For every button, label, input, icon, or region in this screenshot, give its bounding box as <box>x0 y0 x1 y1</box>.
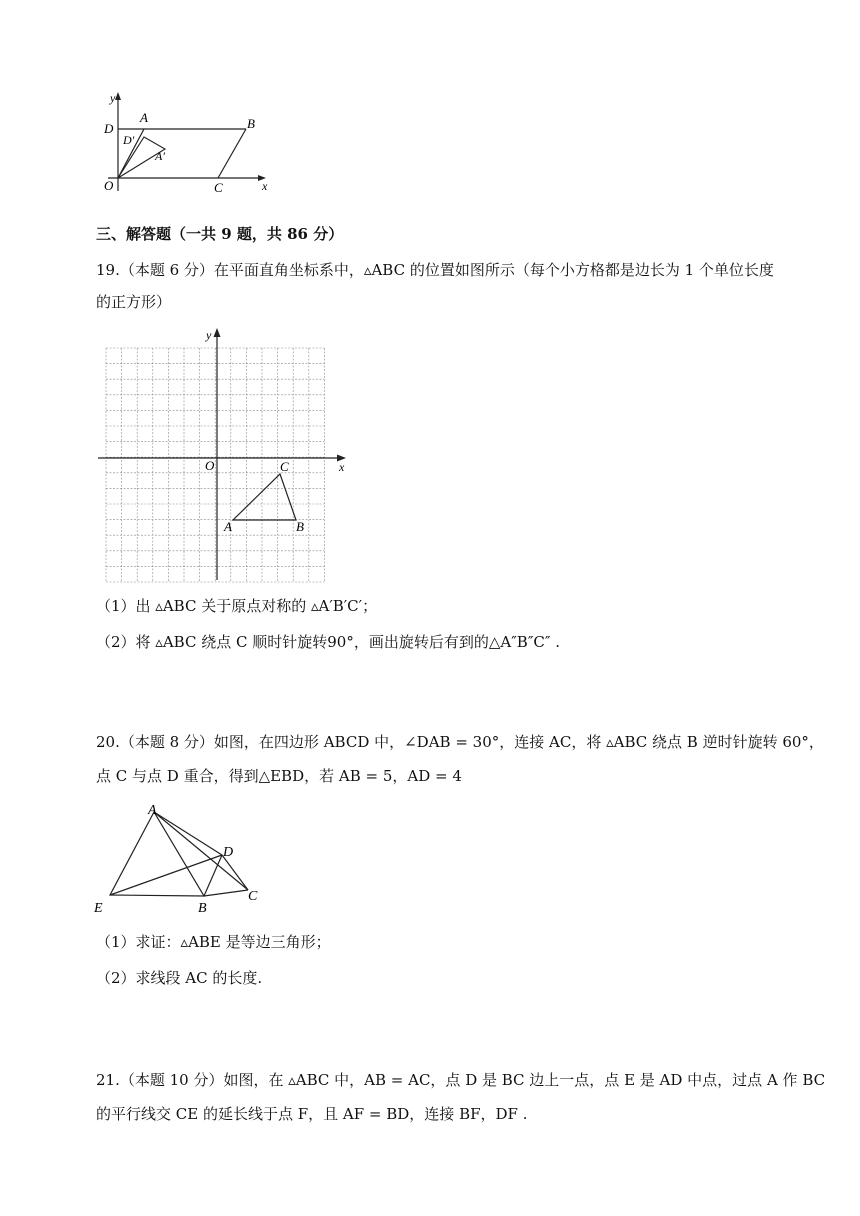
parallelogram-figure <box>96 88 286 200</box>
q20-part1: （1）求证：▵ABE 是等边三角形； <box>96 933 331 951</box>
origin-label: O <box>104 178 114 193</box>
point-D-label: D <box>104 121 114 136</box>
q19-part1: （1）出 ▵ABC 关于原点对称的 ▵A′B′C′； <box>96 597 378 615</box>
point-Aprime-label: A′ <box>155 149 165 163</box>
q20-point-C-label: C <box>248 889 258 904</box>
q20-point-E-label: E <box>94 901 103 916</box>
q20-line1: 20.（本题 8 分）如图，在四边形 ABCD 中，∠DAB = 30°，连接 AC，将 ▵ABC 绕点 B 逆时针旋转 60°， <box>96 733 824 751</box>
q20-point-B-label: B <box>198 901 207 916</box>
section-heading: 三、解答题（一共 9 题，共 86 分） <box>96 225 344 243</box>
q20-point-D-label: D <box>223 845 234 860</box>
grid-point-C-label: C <box>280 459 289 474</box>
q19-line2: 的正方形） <box>96 293 172 311</box>
q21-line1: 21.（本题 10 分）如图，在 ▵ABC 中，AB = AC，点 D 是 BC 边上一点，点 E 是 AD 中点，过点 A 作 BC <box>96 1071 826 1089</box>
coordinate-grid-figure <box>92 326 362 584</box>
q19-part2: （2）将 ▵ABC 绕点 C 顺时针旋转90°，画出旋转后有到的△A″B″C″ . <box>96 633 561 651</box>
point-C-label: C <box>214 180 223 195</box>
point-A-label: A <box>140 110 148 125</box>
q20-point-A-label: A <box>148 803 157 818</box>
grid-y-label: y <box>206 328 212 342</box>
q19-line1: 19.（本题 6 分）在平面直角坐标系中，▵ABC 的位置如图所示（每个小方格都是边长为 1 个单位长度 <box>96 261 774 279</box>
q21-line2: 的平行线交 CE 的延长线于点 F，且 AF = BD，连接 BF，DF . <box>96 1105 528 1123</box>
q20-part2: （2）求线段 AC 的长度. <box>96 969 263 987</box>
y-axis-label: y <box>110 91 116 105</box>
point-Dprime-label: D′ <box>123 133 135 147</box>
x-axis-label: x <box>262 179 268 193</box>
grid-x-label: x <box>339 460 345 474</box>
grid-point-B-label: B <box>296 519 304 534</box>
q20-line2: 点 C 与点 D 重合，得到△EBD，若 AB = 5，AD = 4 <box>96 767 462 785</box>
grid-point-A-label: A <box>224 519 232 534</box>
point-B-label: B <box>247 116 255 131</box>
grid-origin-label: O <box>205 458 215 473</box>
quadrilateral-figure <box>90 800 270 916</box>
